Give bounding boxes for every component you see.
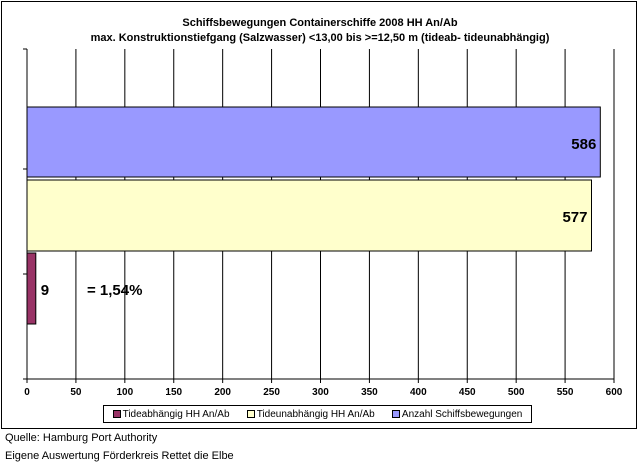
x-tick-label-250: 250 — [263, 387, 280, 398]
x-tick-label-350: 350 — [361, 387, 378, 398]
bar-0 — [27, 107, 600, 177]
legend-label-tideabhaengig: Tideabhängig HH An/Ab — [122, 408, 230, 420]
source-line-2: Eigene Auswertung Förderkreis Rettet die Elbe — [5, 450, 234, 462]
source-line-1: Quelle: Hamburg Port Authority — [5, 432, 158, 444]
x-tick-label-0: 0 — [24, 387, 30, 398]
x-tick-label-500: 500 — [507, 387, 525, 398]
x-tick-label-450: 450 — [458, 387, 476, 398]
x-tick-label-200: 200 — [214, 387, 232, 398]
data-label-0: 586 — [571, 136, 597, 153]
legend-swatch-anzahl — [392, 410, 400, 418]
data-label-1: 577 — [562, 209, 588, 226]
chart-subtitle: max. Konstruktionstiefgang (Salzwasser) <13,00 bis >=12,50 m (tideab- tideunabhängig) — [90, 32, 550, 44]
x-tick-label-600: 600 — [605, 387, 623, 398]
legend-item-tideabhaengig — [113, 409, 230, 420]
x-tick-label-50: 50 — [70, 387, 82, 398]
legend-item-anzahl — [392, 409, 522, 420]
legend-label-tideunabhaengig: Tideunabhängig HH An/Ab — [256, 408, 375, 420]
legend-label-anzahl: Anzahl Schiffsbewegungen — [401, 408, 523, 420]
x-tick-label-100: 100 — [116, 387, 134, 398]
bar-2 — [27, 253, 36, 324]
bar-1 — [27, 180, 591, 251]
x-tick-label-550: 550 — [556, 387, 574, 398]
chart-title: Schiffsbewegungen Containerschiffe 2008 HH An/Ab — [182, 17, 458, 29]
legend-item-tideunabhaengig — [247, 409, 375, 420]
x-tick-label-150: 150 — [165, 387, 183, 398]
x-tick-label-300: 300 — [312, 387, 329, 398]
x-tick-label-400: 400 — [409, 387, 427, 398]
legend-swatch-tideabhaengig — [113, 410, 121, 418]
data-label-2: 9 — [40, 282, 50, 299]
legend-swatch-tideunabhaengig — [247, 410, 255, 418]
legend — [103, 405, 532, 423]
annotation-percent: = 1,54% — [87, 282, 143, 299]
